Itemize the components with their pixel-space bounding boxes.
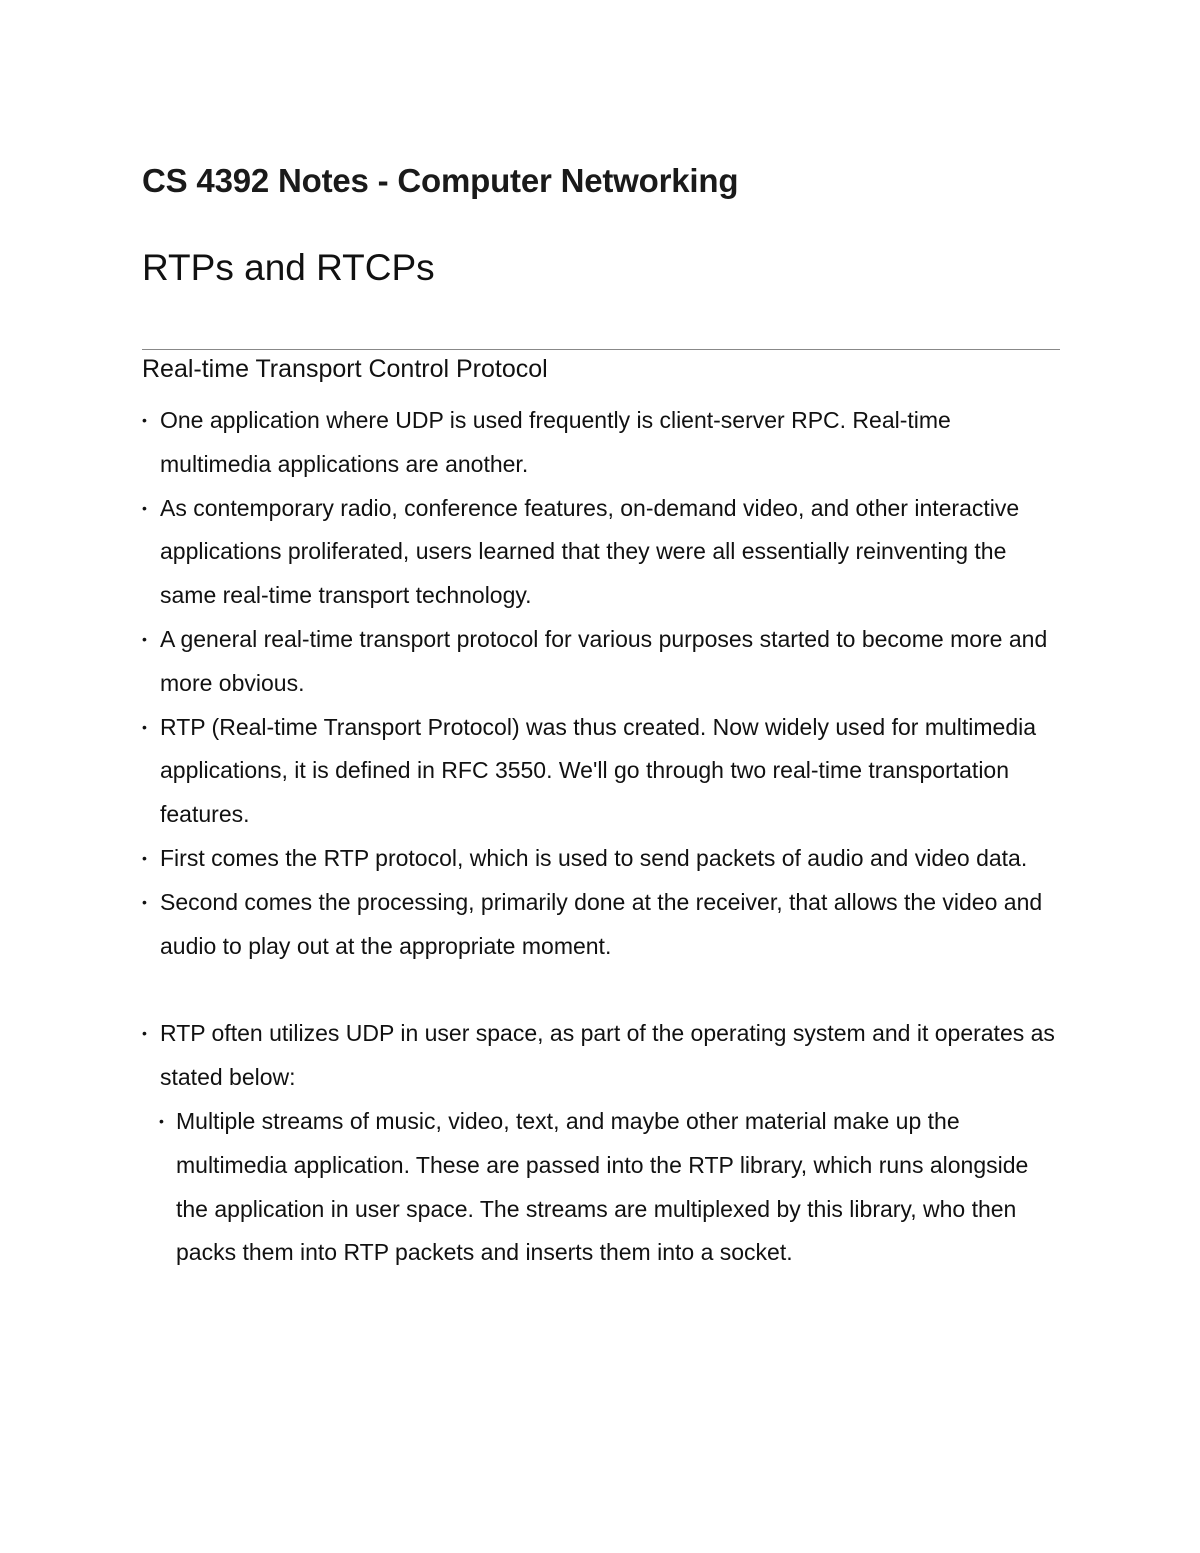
nested-list-container (142, 1100, 1060, 1275)
nested-list-item (142, 1100, 1060, 1275)
nested-bullet-list (142, 1100, 1060, 1275)
bullet-icon: • (142, 849, 147, 866)
section-divider (142, 349, 1060, 350)
list-item-text: A general real-time transport protocol for various purposes started to become more and more obvious. (160, 625, 1048, 696)
bullet-list (142, 399, 1060, 1275)
list-item (142, 706, 1060, 837)
list-item (142, 1012, 1060, 1100)
list-item-text: First comes the RTP protocol, which is used to send packets of audio and video data. (160, 844, 1028, 871)
bullet-icon: • (142, 499, 147, 516)
page-title: CS 4392 Notes - Computer Networking (142, 162, 739, 199)
list-item (142, 881, 1060, 969)
list-spacer (142, 968, 1060, 1012)
list-item (142, 837, 1060, 881)
list-item-text: Second comes the processing, primarily done at the receiver, that allows the video and audio to play out at the appropriate moment. (160, 888, 1043, 959)
bullet-icon: • (142, 630, 147, 647)
list-item-text: RTP (Real-time Transport Protocol) was thus created. Now widely used for multimedia applications, it is defined in RFC 3550. We'll go through two real-time transportation features. (160, 713, 1037, 828)
bullet-icon: • (142, 718, 147, 735)
list-item (142, 399, 1060, 487)
page-subtitle: RTPs and RTCPs (142, 247, 435, 288)
section-heading: Real-time Transport Control Protocol (142, 355, 548, 383)
nested-list-item-text: Multiple streams of music, video, text, and maybe other material make up the multimedia application. These are passed into the RTP library, which runs alongside the application in user space. The streams are multiplexed by this library, who then packs them into RTP packets and inserts them into a socket. (176, 1107, 1029, 1266)
list-item (142, 487, 1060, 618)
list-item-text: One application where UDP is used frequently is client-server RPC. Real-time multimedia applications are another. (160, 407, 951, 477)
bullet-icon: • (159, 1112, 164, 1129)
bullet-icon: • (142, 412, 147, 428)
list-item (142, 618, 1060, 706)
bullet-icon: • (142, 893, 147, 910)
list-item-text: RTP often utilizes UDP in user space, as part of the operating system and it operates as stated below: (160, 1020, 1055, 1091)
bullet-icon: • (142, 1025, 147, 1042)
list-item-text: As contemporary radio, conference features, on-demand video, and other interactive applications proliferated, users learned that they were all essentially reinventing the same real-time transport technology. (160, 494, 1020, 609)
